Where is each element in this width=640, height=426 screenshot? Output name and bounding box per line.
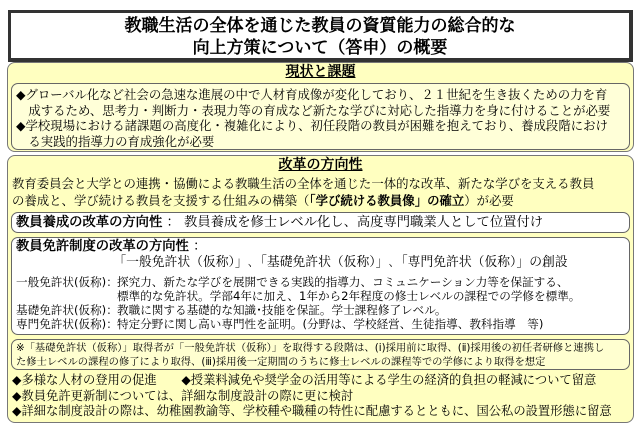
intro-emphasis: 「学び続ける教員像」の確立 <box>309 192 465 208</box>
reform-direction-section <box>7 155 634 423</box>
bullet-item: ◆詳細な制度設計の際は、幼稚園教諭等、学校種や職種の特性に配慮するとともに、国公私の設置形態に留意 <box>12 404 612 418</box>
current-issues-box <box>11 83 630 150</box>
intro-line: 教育委員会と大学との連携・協働による教職生活の全体を通じた一体的な改革、新たな学びを支える教員 <box>12 176 595 191</box>
row-text: 教職に関する基礎的な知識･技能を保証。学士課程修了レベル。 <box>117 303 447 317</box>
license-system-box <box>11 237 630 335</box>
separator: ： <box>166 215 180 230</box>
license-row <box>16 289 625 303</box>
intro-text: ）が必要 <box>464 192 514 208</box>
license-row <box>16 275 625 289</box>
document-title <box>8 10 633 62</box>
issue-line: 成するため、思考力・判断力・表現力等の育成など新たな学びに対応した指導力を身に付けることが必要 <box>16 102 611 118</box>
note-box <box>11 339 630 370</box>
bullet-item: ◆教員免許更新制については、詳細な制度設計の際に更に検討 <box>12 388 354 403</box>
row-label: 専門免許状(仮称)： <box>16 317 118 331</box>
bullet-item: ◆多様な人材の登用の促進 ◆授業料減免や奨学金の活用等による学生の経済的負担の軽減について留意 <box>12 373 597 387</box>
intro-text: の養成と、学び続ける教員を支援する仕組みの構築（ <box>12 192 310 208</box>
row-label: 一般免許状(仮称)： <box>16 275 118 289</box>
note-line: ※「基礎免許状（仮称）」取得者が「一般免許状（仮称）」を取得する段階は、(ⅰ)採用前に取得、(ⅱ)採用後の初任者研修と連携し <box>16 342 605 354</box>
title-line-2: 向上方策について（答申）の概要 <box>192 38 448 58</box>
license-row <box>16 317 625 331</box>
training-label: 教員養成の改革の方向性 <box>16 215 163 230</box>
teacher-training-box <box>11 212 630 233</box>
license-row <box>16 303 625 317</box>
training-text: 教員養成を修士レベル化し、高度専門職業人として位置付け <box>184 215 544 230</box>
row-label <box>16 289 117 303</box>
separator: ： <box>193 239 207 254</box>
row-text: 特定分野に関し高い専門性を証明。(分野は、学校経営、生徒指導、教科指導 等) <box>117 317 544 331</box>
license-subtitle: 「一般免許状（仮称）」､「基礎免許状（仮称）」､「専門免許状（仮称）」の創設 <box>113 255 568 270</box>
intro-line <box>12 193 594 210</box>
row-label: 基礎免許状(仮称)： <box>16 303 118 317</box>
row-text: 探究力、新たな学びを展開できる実践的指導力、コミュニケーション力等を保証する、 <box>117 275 569 289</box>
title-line-1: 教職生活の全体を通じた教員の資質能力の総合的な <box>124 16 516 36</box>
reform-heading: 改革の方向性 <box>278 157 363 173</box>
license-label: 教員免許制度の改革の方向性 <box>16 239 189 254</box>
issue-line: ◆グローバル化など社会の急速な進展の中で人材育成像が変化しており、２１世紀を生き抜くための力を育 <box>16 87 608 102</box>
reform-bullets <box>12 373 612 420</box>
reform-intro <box>12 176 594 209</box>
current-issues-heading: 現状と課題 <box>285 64 356 80</box>
issue-line: ◆学校現場における諸課題の高度化・複雑化により、初任段階の教員が困難を抱えており、養成段階におけ <box>16 118 608 133</box>
row-text: 標準的な免許状。学部4年に加え、1年から2年程度の修士レベルの課程での学修を標準。 <box>117 289 581 303</box>
note-line: た修士レベルの課程の修了により取得、(ⅲ)採用後一定期間のうちに修士レベルの課程等での学修により取得を想定 <box>16 356 546 368</box>
current-issues-section <box>7 62 634 152</box>
issue-line: る実践的指導力の育成強化が必要 <box>16 133 215 149</box>
